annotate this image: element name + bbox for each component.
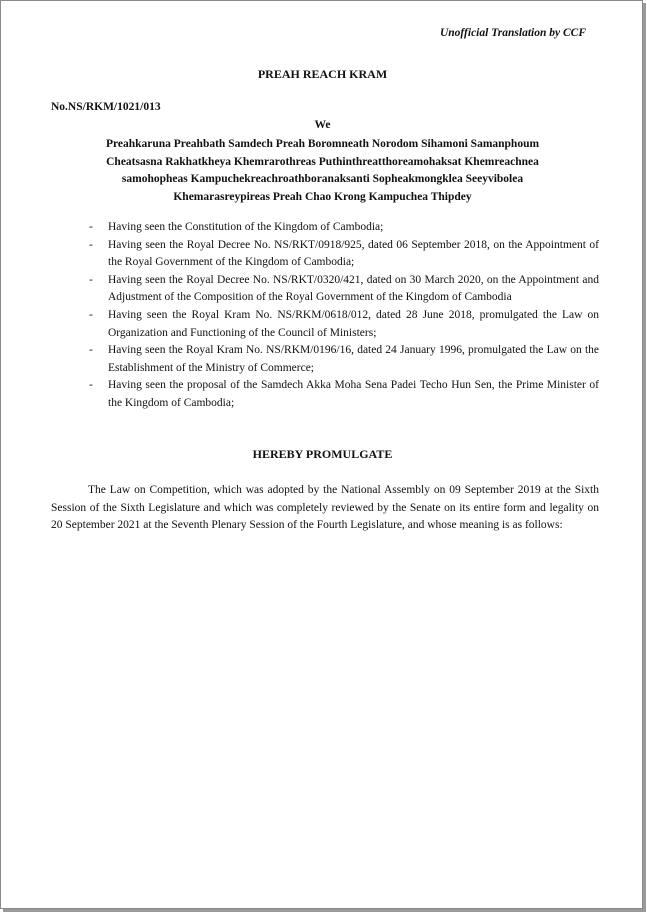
consideration-text: Having seen the Royal Decree No. NS/RKT/0320/421, dated on 30 March 2020, on the Appointment and Adjustment of the Composition of the Royal Government of the Kingdom of Cambodia xyxy=(108,273,599,304)
reference-number: No.NS/RKM/1021/013 xyxy=(51,101,161,113)
consideration-item xyxy=(89,342,599,377)
consideration-item xyxy=(89,377,599,412)
considerations-list xyxy=(89,219,599,413)
consideration-item xyxy=(89,219,599,237)
bullet-dash: - xyxy=(89,344,93,357)
consideration-text: Having seen the Royal Kram No. NS/RKM/0196/16, dated 24 January 1996, promulgated the Law on the Establishment of the Ministry of Commerce; xyxy=(108,344,599,374)
king-title-line: Cheatsasna Rakhatkheya Khemrarothreas Puthinthreatthoreamohaksat Khemreachnea xyxy=(106,155,539,168)
consideration-item xyxy=(89,237,599,272)
consideration-text: Having seen the proposal of the Samdech Akka Moha Sena Padei Techo Hun Sen, the Prime Minister of the Kingdom of Cambodia; xyxy=(108,379,599,409)
king-title-line: Preahkaruna Preahbath Samdech Preah Boromneath Norodom Sihamoni Samanphoum xyxy=(105,138,540,150)
king-title-line: samohopheas Kampuchekreachroathboranaksanti Sopheakmongklea Seeyvibolea xyxy=(121,173,524,186)
consideration-item xyxy=(89,272,599,307)
king-title-block xyxy=(41,136,604,206)
document-heading: PREAH REACH KRAM xyxy=(257,67,388,81)
promulgation-heading: HEREBY PROMULGATE xyxy=(252,447,393,461)
bullet-dash: - xyxy=(89,238,93,251)
consideration-text: Having seen the Royal Kram No. NS/RKM/0618/012, dated 28 June 2018, promulgated the Law on Organization and Functioning of the Council of Ministers; xyxy=(108,308,599,339)
consideration-text: Having seen the Constitution of the Kingdom of Cambodia; xyxy=(108,221,384,233)
consideration-item xyxy=(89,307,599,342)
bullet-dash: - xyxy=(89,221,93,233)
we-line: We xyxy=(314,119,331,131)
consideration-text: Having seen the Royal Decree No. NS/RKT/0918/925, dated 06 September 2018, on the Appointment of the Royal Government of the Kingdom of Cambodia; xyxy=(108,238,599,269)
body-paragraph: The Law on Competition, which was adopted by the National Assembly on 09 September 2019 at the Sixth Session of the Sixth Legislature and which was completely reviewed by the Senate on its entire form and legality on 20 September 2021 at the Seventh Plenary Session of the Fourth Legislature, and whose meaning is as follows: xyxy=(51,484,599,532)
translation-note: Unofficial Translation by CCF xyxy=(439,27,586,39)
bullet-dash: - xyxy=(89,273,93,286)
bullet-dash: - xyxy=(89,308,93,321)
bullet-dash: - xyxy=(89,379,93,392)
king-title-line: Khemarasreypireas Preah Chao Krong Kampuchea Thipdey xyxy=(173,190,472,203)
